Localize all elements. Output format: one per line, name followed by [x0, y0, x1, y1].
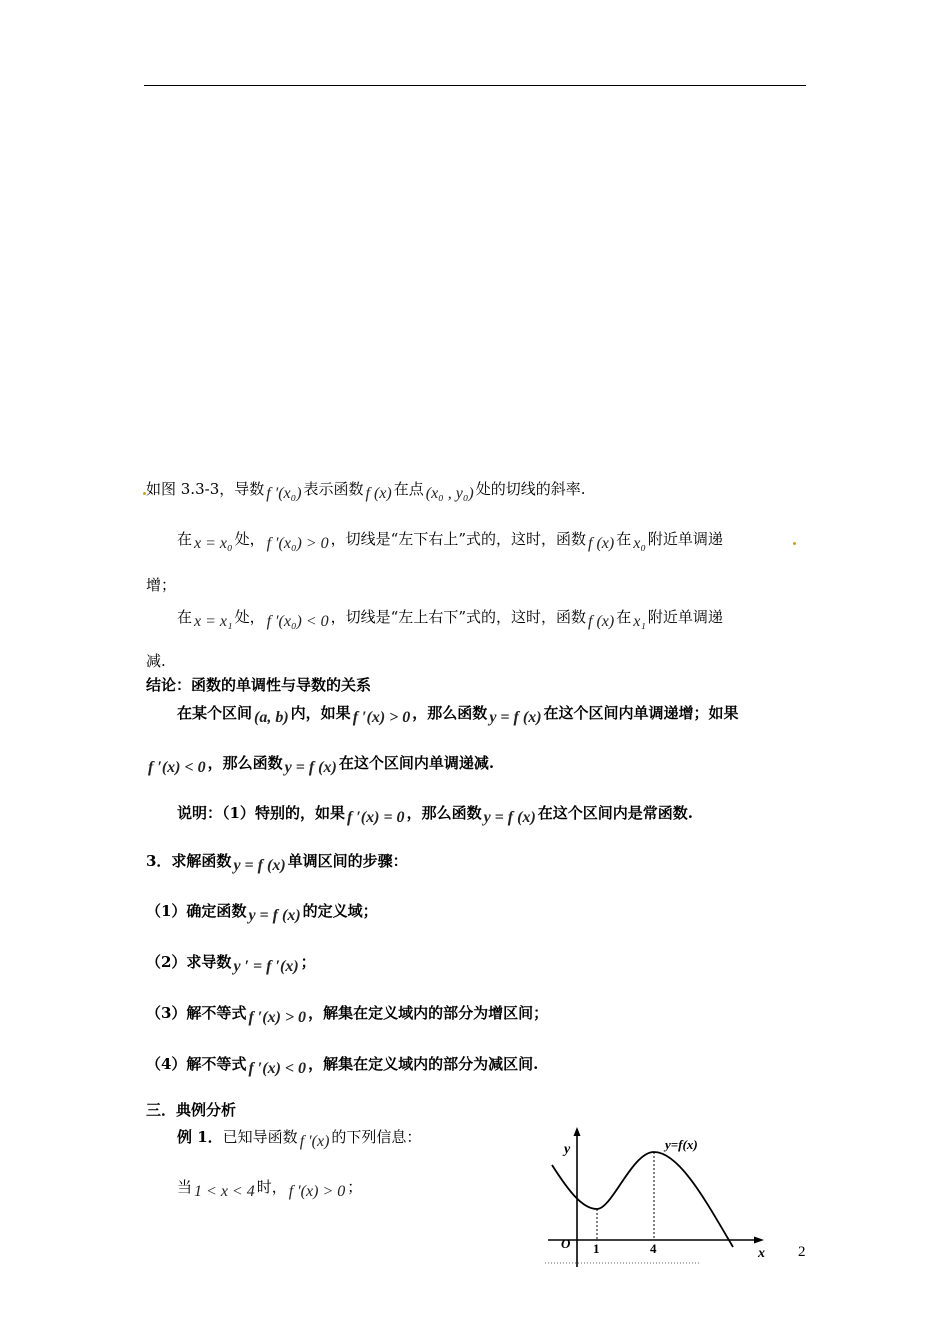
math: y ′ = f ′(x): [233, 958, 299, 975]
text: 附近单调递: [647, 608, 723, 626]
math: y = f (x): [489, 709, 542, 726]
text: ；: [300, 953, 316, 971]
step-1: [146, 900, 378, 923]
text: 处的切线的斜率.: [475, 480, 586, 498]
example-1-condition: [177, 1176, 362, 1199]
math: x₀: [633, 535, 646, 552]
math: f ′(x) > 0: [352, 709, 411, 726]
text: （1）确定函数: [146, 902, 247, 920]
text: 如图 3.3-3，导数: [146, 480, 265, 498]
x-axis-label: x: [758, 1246, 765, 1261]
text: 在: [177, 608, 193, 626]
math: y = f (x): [284, 759, 337, 776]
math: f (x): [588, 535, 615, 552]
tick-label-1: 1: [593, 1241, 600, 1256]
text: ，那么函数: [412, 704, 488, 722]
note-line: [177, 802, 693, 825]
math: f ′(x) = 0: [346, 809, 405, 826]
header-rule: [144, 85, 806, 86]
para-increasing: [177, 528, 723, 551]
text: （4）解不等式: [146, 1055, 247, 1073]
text: 当: [177, 1178, 193, 1196]
math: x = x₁: [194, 613, 233, 630]
curve: [552, 1152, 733, 1247]
x-axis-arrow: [754, 1237, 764, 1244]
text: （3）解不等式: [146, 1004, 247, 1022]
math: f ′(x) > 0: [288, 1183, 346, 1200]
math: (x₀ , y₀): [425, 485, 474, 502]
math: f (x): [588, 613, 615, 630]
text: ；: [347, 1178, 363, 1196]
text: 的下列信息：: [331, 1128, 422, 1146]
text: 的定义域；: [302, 902, 378, 920]
para-tangent-slope: [146, 478, 586, 501]
text: 在某个区间: [177, 704, 253, 722]
math: y = f (x): [483, 809, 536, 826]
curve-label: y=f(x): [665, 1137, 698, 1152]
tick-label-4: 4: [650, 1241, 657, 1256]
examples-heading: 三．典例分析: [146, 1101, 237, 1119]
text: ，解集在定义域内的部分为减区间.: [308, 1055, 539, 1073]
math: x₁: [633, 613, 646, 630]
text: 附近单调递: [647, 530, 723, 548]
example-1-intro: [177, 1126, 421, 1149]
math: f (x): [365, 485, 392, 502]
text: 例 1．: [177, 1128, 223, 1146]
text: 在: [616, 608, 632, 626]
function-graph-figure: [540, 1125, 775, 1270]
math: f ′(x) > 0: [248, 1009, 307, 1026]
text: ，切线是“左上右下”式的，这时，函数: [330, 608, 586, 626]
marker-dot: [793, 542, 796, 545]
text: 在这个区间内是常函数.: [537, 804, 694, 822]
text: ，那么函数: [406, 804, 482, 822]
para-decreasing: [177, 606, 723, 629]
text: 处，: [234, 608, 265, 626]
math: f ′(x): [299, 1133, 330, 1150]
conclusion-line-1: [177, 702, 739, 725]
steps-title: [146, 850, 408, 873]
text: 在: [177, 530, 193, 548]
math: f ′(x) < 0: [248, 1060, 307, 1077]
origin-label: O: [561, 1236, 571, 1251]
math: y = f (x): [233, 857, 286, 874]
y-axis-arrow: [574, 1127, 581, 1136]
text: 在这个区间内单调递减.: [338, 754, 495, 772]
math: f ′(x₀) > 0: [266, 535, 329, 552]
text: 在: [616, 530, 632, 548]
text: （2）求导数: [146, 953, 232, 971]
text: 已知导函数: [222, 1128, 298, 1146]
math: (a, b): [254, 709, 289, 726]
para-decreasing-wrap: 减.: [146, 652, 166, 670]
text: 单调区间的步骤：: [287, 852, 408, 870]
text: ，解集在定义域内的部分为增区间；: [308, 1004, 549, 1022]
conclusion-line-2: [146, 752, 494, 775]
text: 说明：（1）特别的，如果: [177, 804, 345, 822]
text: ，那么函数: [207, 754, 283, 772]
math: 1 < x < 4: [194, 1183, 255, 1200]
math: f ′(x₀) < 0: [266, 613, 329, 630]
text: 处，: [234, 530, 265, 548]
math: f ′(x₀): [266, 485, 302, 502]
text: 时，: [256, 1178, 287, 1196]
text: 在点: [393, 480, 424, 498]
text: 3．求解函数: [146, 852, 232, 870]
text: ，切线是“左下右上”式的，这时，函数: [330, 530, 586, 548]
y-axis-label: y: [564, 1142, 571, 1157]
math: f ′(x) < 0: [148, 759, 206, 776]
text: 表示函数: [303, 480, 364, 498]
text: 在这个区间内单调递增；如果: [543, 704, 739, 722]
text: 内，如果: [290, 704, 351, 722]
page-number: 2: [798, 1244, 806, 1260]
math: x = x₀: [194, 535, 233, 552]
step-2: [146, 951, 316, 974]
para-increasing-wrap: 增；: [146, 576, 177, 594]
conclusion-heading: 结论：函数的单调性与导数的关系: [146, 676, 372, 694]
step-3: [146, 1002, 548, 1025]
step-4: [146, 1053, 538, 1076]
math: y = f (x): [248, 907, 301, 924]
